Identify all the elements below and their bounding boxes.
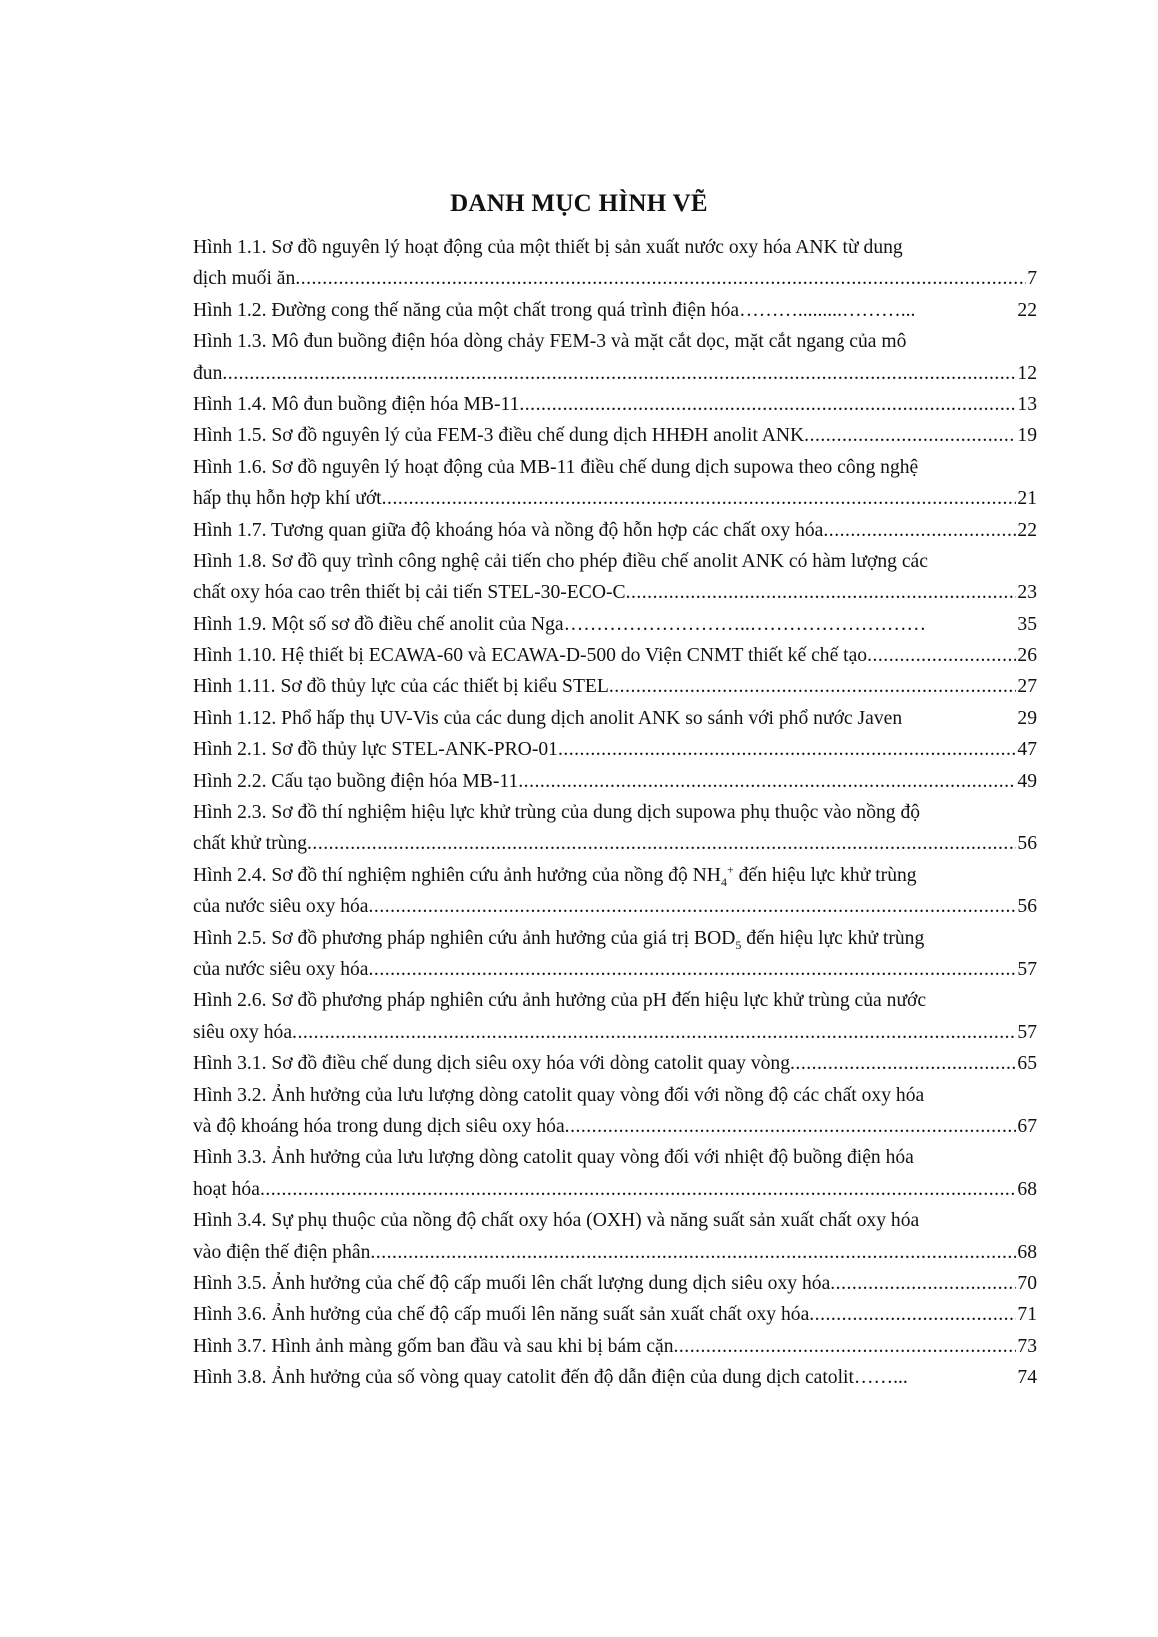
- toc-entry: [193, 703, 1037, 734]
- toc-entry: [193, 734, 1037, 765]
- entry-title-line: Hình 1.1. Sơ đồ nguyên lý hoạt động của một thiết bị sản xuất nước oxy hóa ANK từ dung: [193, 237, 903, 258]
- dot-leader: ……….........………...: [739, 299, 916, 321]
- entry-text: Hình 3.7. Hình ảnh màng gốm ban đầu và sau khi bị bám cặn: [193, 1335, 674, 1357]
- entry-leader-line: [193, 1017, 1037, 1048]
- entry-title-line: Hình 2.6. Sơ đồ phương pháp nghiên cứu ảnh hưởng của pH đến hiệu lực khử trùng của nước: [193, 990, 927, 1012]
- dot-leader: [370, 1237, 1016, 1268]
- page-number: 57: [1017, 1021, 1037, 1043]
- toc-entry: [193, 1080, 1037, 1143]
- toc-entry: [193, 923, 1037, 986]
- entry-text: Hình 2.2. Cấu tạo buồng điện hóa MB-11: [193, 770, 519, 792]
- dot-leader: [804, 420, 1016, 451]
- entry-text: Hình 1.11. Sơ đồ thủy lực của các thiết bị kiểu STEL: [193, 676, 609, 698]
- entry-title-line: Hình 1.6. Sơ đồ nguyên lý hoạt động của MB-11 điều chế dung dịch supowa theo công nghệ: [193, 456, 919, 478]
- page-number: 67: [1017, 1115, 1037, 1137]
- entry-title-line: Hình 3.4. Sự phụ thuộc của nồng độ chất oxy hóa (OXH) và năng suất sản xuất chất oxy hóa: [193, 1210, 920, 1232]
- entry-leader-line: [193, 828, 1037, 859]
- entry-title-line: Hình 2.4. Sơ đồ thí nghiệm nghiên cứu ảnh hưởng của nồng độ $NH_4^+$ đến hiệu lực khử trùng: [193, 862, 917, 889]
- toc-entry: [193, 1299, 1037, 1330]
- entry-text: vào điện thế điện phân: [193, 1241, 371, 1263]
- dot-leader: [626, 577, 1017, 608]
- dot-leader: [674, 1331, 1017, 1362]
- page-number: 22: [1017, 519, 1037, 541]
- entry-leader-line: [193, 1111, 1037, 1142]
- page-title: DANH MỤC HÌNH VẼ: [450, 190, 708, 217]
- dot-leader: [565, 1111, 1017, 1142]
- entry-leader-line: [193, 1048, 1037, 1079]
- toc-entry: [193, 797, 1037, 860]
- page-number: 70: [1017, 1272, 1037, 1294]
- entry-title-line: Hình 1.8. Sơ đồ quy trình công nghệ cải tiến cho phép điều chế anolit ANK có hàm lượng các: [193, 550, 928, 572]
- entry-text: hoạt hóa: [193, 1178, 260, 1200]
- entry-leader-line: [193, 703, 1037, 734]
- dot-leader: [558, 734, 1016, 765]
- entry-text: dịch muối ăn: [193, 268, 296, 290]
- entry-leader-line: [193, 483, 1037, 514]
- entry-leader-line: [193, 389, 1037, 420]
- entry-leader-line: [193, 1237, 1037, 1268]
- toc-entry: [193, 515, 1037, 546]
- page-number: 19: [1017, 425, 1037, 447]
- page-number: 27: [1017, 676, 1037, 698]
- page-number: 56: [1017, 833, 1037, 855]
- page-number: 74: [1017, 1367, 1037, 1389]
- dot-leader: [519, 389, 1016, 420]
- page-number: 26: [1017, 645, 1037, 667]
- page-number: 57: [1017, 958, 1037, 980]
- toc-entry: [193, 1048, 1037, 1079]
- dot-leader: [292, 1017, 1016, 1048]
- entry-leader-line: [193, 734, 1037, 765]
- dot-leader: [823, 515, 1016, 546]
- toc-entry: [193, 295, 1037, 326]
- figure-list: [193, 232, 1037, 1393]
- entry-leader-line: [193, 1331, 1037, 1362]
- toc-entry: [193, 609, 1037, 640]
- toc-entry: [193, 766, 1037, 797]
- page-number: 7: [1027, 268, 1037, 290]
- entry-text: Hình 3.5. Ảnh hưởng của chế độ cấp muối lên chất lượng dung dịch siêu oxy hóa: [193, 1272, 831, 1294]
- dot-leader: [307, 828, 1016, 859]
- entry-text: Hình 2.1. Sơ đồ thủy lực STEL-ANK-PRO-01: [193, 739, 558, 761]
- dot-leader: [382, 483, 1017, 514]
- entry-leader-line: [193, 420, 1037, 451]
- entry-title-line: Hình 3.2. Ảnh hưởng của lưu lượng dòng catolit quay vòng đối với nồng độ các chất oxy hóa: [193, 1084, 925, 1106]
- toc-entry: [193, 326, 1037, 389]
- entry-leader-line: [193, 577, 1037, 608]
- page-number: 49: [1017, 770, 1037, 792]
- entry-text: Hình 1.9. Một số sơ đồ điều chế anolit của Nga: [193, 613, 564, 635]
- dot-leader: [830, 1268, 1016, 1299]
- entry-text: Hình 3.8. Ảnh hưởng của số vòng quay catolit đến độ dẫn điện của dung dịch catolit: [193, 1367, 854, 1389]
- toc-entry: [193, 985, 1037, 1048]
- entry-text: của nước siêu oxy hóa: [193, 958, 369, 980]
- page-number: 12: [1017, 362, 1037, 384]
- dot-leader: [369, 954, 1017, 985]
- toc-entry: [193, 452, 1037, 515]
- page-number: 21: [1017, 488, 1037, 510]
- entry-text: Hình 3.6. Ảnh hưởng của chế độ cấp muối lên năng suất sản xuất chất oxy hóa: [193, 1304, 810, 1326]
- dot-leader: [222, 358, 1016, 389]
- entry-leader-line: [193, 263, 1037, 294]
- dot-leader: [295, 263, 1026, 294]
- entry-text: đun: [193, 362, 223, 384]
- entry-leader-line: [193, 1299, 1037, 1330]
- page-number: 47: [1017, 739, 1037, 761]
- page-number: 68: [1017, 1178, 1037, 1200]
- entry-leader-line: [193, 358, 1037, 389]
- toc-entry: [193, 389, 1037, 420]
- entry-title-line: Hình 2.5. Sơ đồ phương pháp nghiên cứu ảnh hưởng của giá trị $BOD_5$ đến hiệu lực khử trùng: [193, 927, 925, 952]
- toc-entry: [193, 546, 1037, 609]
- entry-text: hấp thụ hỗn hợp khí ướt: [193, 488, 382, 510]
- entry-title-line: Hình 1.3. Mô đun buồng điện hóa dòng chảy FEM-3 và mặt cắt dọc, mặt cắt ngang của mô: [193, 331, 907, 353]
- dot-leader: ………………………..………………………: [563, 613, 927, 635]
- dot-leader: [369, 891, 1017, 922]
- page-number: 23: [1017, 582, 1037, 604]
- toc-entry: [193, 232, 1037, 295]
- entry-leader-line: [193, 954, 1037, 985]
- entry-text: chất khử trùng: [193, 833, 308, 855]
- dot-leader: [809, 1299, 1016, 1330]
- entry-leader-line: [193, 1174, 1037, 1205]
- entry-leader-line: [193, 640, 1037, 671]
- entry-text: Hình 1.7. Tương quan giữa độ khoáng hóa và nồng độ hỗn hợp các chất oxy hóa: [193, 519, 824, 541]
- dot-leader: [867, 640, 1016, 671]
- page-number: 13: [1017, 393, 1037, 415]
- entry-title-line: Hình 2.3. Sơ đồ thí nghiệm hiệu lực khử trùng của dung dịch supowa phụ thuộc vào nồng độ: [193, 802, 921, 824]
- entry-leader-line: [193, 671, 1037, 702]
- toc-entry: [193, 860, 1037, 923]
- page-number: 35: [1017, 613, 1037, 635]
- entry-text: siêu oxy hóa: [193, 1021, 293, 1043]
- dot-leader: ……...: [853, 1367, 908, 1389]
- page-number: 29: [1017, 707, 1037, 729]
- toc-entry: [193, 640, 1037, 671]
- entry-leader-line: [193, 1268, 1037, 1299]
- page-number: 56: [1017, 896, 1037, 918]
- entry-text: Hình 1.12. Phổ hấp thụ UV-Vis của các dung dịch anolit ANK so sánh với phổ nước Javen: [193, 707, 903, 729]
- page-number: 68: [1017, 1241, 1037, 1263]
- dot-leader: [609, 671, 1017, 702]
- toc-entry: [193, 671, 1037, 702]
- entry-text: và độ khoáng hóa trong dung dịch siêu oxy hóa: [193, 1115, 565, 1137]
- entry-leader-line: [193, 295, 1037, 326]
- entry-leader-line: [193, 891, 1037, 922]
- entry-text: Hình 1.5. Sơ đồ nguyên lý của FEM-3 điều chế dung dịch HHĐH anolit ANK: [193, 425, 805, 447]
- entry-text: Hình 3.1. Sơ đồ điều chế dung dịch siêu oxy hóa với dòng catolit quay vòng: [193, 1053, 791, 1075]
- dot-leader: [790, 1048, 1016, 1079]
- entry-text: Hình 1.2. Đường cong thế năng của một chất trong quá trình điện hóa: [193, 299, 740, 321]
- toc-entry: [193, 1268, 1037, 1299]
- entry-leader-line: [193, 609, 1037, 640]
- entry-text: Hình 1.10. Hệ thiết bị ECAWA-60 và ECAWA-D-500 do Viện CNMT thiết kế chế tạo: [193, 645, 868, 667]
- entry-text: Hình 1.4. Mô đun buồng điện hóa MB-11: [193, 393, 520, 415]
- toc-entry: [193, 1362, 1037, 1393]
- dot-leader: [518, 766, 1016, 797]
- entry-leader-line: [193, 515, 1037, 546]
- page-number: 71: [1017, 1304, 1037, 1326]
- toc-entry: [193, 1331, 1037, 1362]
- page-number: 73: [1017, 1335, 1037, 1357]
- entry-leader-line: [193, 1362, 1037, 1393]
- page-number: 65: [1017, 1053, 1037, 1075]
- toc-entry: [193, 1142, 1037, 1205]
- toc-entry: [193, 420, 1037, 451]
- entry-text: của nước siêu oxy hóa: [193, 896, 369, 918]
- entry-title-line: Hình 3.3. Ảnh hưởng của lưu lượng dòng catolit quay vòng đối với nhiệt độ buồng điện hóa: [193, 1147, 914, 1169]
- toc-entry: [193, 1205, 1037, 1268]
- entry-text: chất oxy hóa cao trên thiết bị cải tiến STEL-30-ECO-C: [193, 582, 626, 604]
- page-number: 22: [1017, 299, 1037, 321]
- entry-leader-line: [193, 766, 1037, 797]
- dot-leader: [260, 1174, 1016, 1205]
